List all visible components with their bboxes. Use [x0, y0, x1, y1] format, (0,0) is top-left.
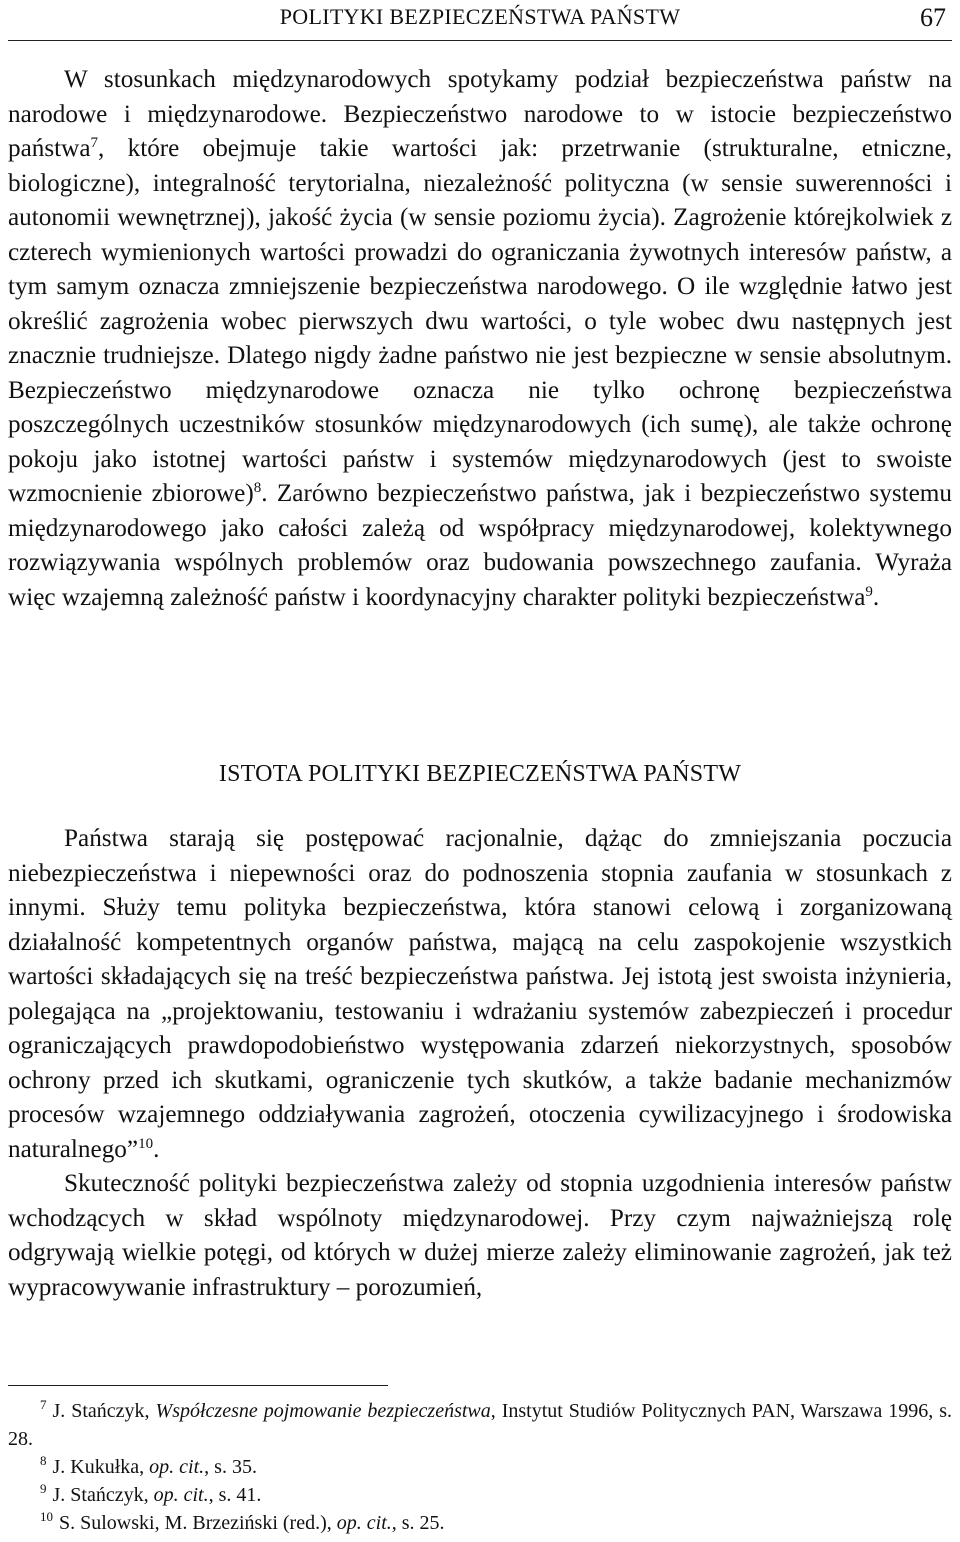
- footnote-ref-8: 8: [253, 480, 262, 496]
- footnote-title: op. cit.: [153, 1484, 209, 1506]
- footnote-10: [8, 1509, 952, 1537]
- footnote-details: , s. 41.: [208, 1484, 262, 1506]
- paragraph-text: .: [872, 583, 880, 611]
- paragraph-text: W stosunkach międzynarodowych spotykamy podział bezpieczeństwa państw na narodowe i międzynarodowe. Bezpieczeństwo narodowe to w istocie bezpieczeństwo państwa: [8, 66, 952, 162]
- section-heading: ISTOTA POLITYKI BEZPIECZEŃSTWA PAŃSTW: [218, 761, 742, 787]
- footnote-8: [8, 1453, 952, 1481]
- footnote-9: [8, 1481, 952, 1509]
- paragraph-policy-effectiveness: Skuteczność polityki bezpieczeństwa zależy od stopnia uzgodnienia interesów państw wchodzących w skład wspólnoty międzynarodowej. Przy czym najważniejszą rolę odgrywają wielkie potęgi, od których w dużej mierze zależy eliminowanie zagrożeń, jak też wypracowywanie infrastruktury – porozumień,: [8, 1170, 952, 1301]
- footnote-ref-10: 10: [138, 1135, 154, 1152]
- footnote-details: , s. 35.: [204, 1456, 257, 1478]
- text-block-1: [8, 63, 952, 615]
- footnote-number: 9: [40, 1481, 47, 1496]
- footnote-author: S. Sulowski, M. Brzeziński (red.),: [59, 1512, 337, 1534]
- footnote-title: op. cit.: [149, 1456, 205, 1478]
- footnote-separator: [8, 1385, 388, 1386]
- paragraph-security-policy: [8, 822, 952, 1167]
- text-block-2: [8, 822, 952, 1305]
- paragraph-text: .: [153, 1135, 160, 1163]
- paragraph-text: Państwa starają się postępować racjonalnie, dążąc do zmniejszania poczucia niebezpieczeństwa i niepewności oraz do podnoszenia stopnia zaufania w stosunkach z innymi. Służy temu polityka bezpieczeństwa, która stanowi celową i zorganizowaną działalność kompetentnych organów państwa, mającą na celu zaspokojenie wszystkich wartości składających się na treść bezpieczeństwa państwa. Jej istotą jest swoista inżynieria, polegająca na „projektowaniu, testowaniu i wdrażaniu systemów zabezpieczeń i procedur ograniczających prawdopodobieństwo występowania zdarzeń niekorzystnych, sposobów ochrony przed ich skutkami, ograniczenie tych skutków, a także badanie mechanizmów procesów wzajemnego oddziaływania zagrożeń, otoczenia cywilizacyjnego i środowiska naturalnego”: [8, 825, 952, 1163]
- page-number: 67: [920, 3, 946, 32]
- running-title: POLITYKI BEZPIECZEŃSTWA PAŃSTW: [279, 4, 681, 29]
- paragraph-text: . Zarówno bezpieczeństwo państwa, jak i bezpieczeństwo systemu międzynarodowego jako całości zależą od współpracy międzynarodowej, kolektywnego rozwiązywania wspólnych problemów oraz budowania powszechnego zaufania. Wyraża więc wzajemną zależność państw i koordynacyjny charakter polityki bezpieczeństwa: [8, 480, 952, 611]
- footnote-number: 10: [40, 1509, 53, 1524]
- footnote-title: op. cit.: [336, 1512, 392, 1534]
- footnote-ref-9: 9: [865, 583, 873, 600]
- footnotes: [8, 1397, 952, 1537]
- footnote-author: J. Stańczyk,: [52, 1484, 154, 1506]
- footnote-7: [8, 1397, 952, 1453]
- running-header: [8, 0, 952, 41]
- footnote-ref-7: 7: [90, 135, 99, 151]
- footnote-number: 7: [40, 1397, 47, 1412]
- footnote-title: Współczesne pojmowanie bezpieczeństwa: [155, 1400, 491, 1422]
- footnote-details: , Instytut Studiów Politycznych PAN, Warszawa 1996, s. 28.: [8, 1400, 953, 1450]
- footnote-details: , s. 25.: [391, 1512, 445, 1534]
- footnote-author: J. Stańczyk,: [52, 1400, 156, 1422]
- footnote-number: 8: [40, 1453, 47, 1468]
- footnote-author: J. Kukułka,: [52, 1456, 150, 1478]
- paragraph-security-types: [8, 63, 952, 615]
- paragraph-text: , które obejmuje takie wartości jak: przetrwanie (strukturalne, etniczne, biologiczne), integralność terytorialna, niezależność polityczna (w sensie suwerenności i autonomii wewnętrznej), jakość życia (w sensie poziomu życia). Zagrożenie którejkolwiek z czterech wymienionych wartości prowadzi do ograniczania żywotnych interesów państw, a tym samym oznacza zmniejszenie bezpieczeństwa narodowego. O ile względnie łatwo jest określić zagrożenia wobec pierwszych dwu wartości, o tyle wobec dwu następnych jest znacznie trudniejsze. Dlatego nigdy żadne państwo nie jest bezpieczne w sensie absolutnym. Bezpieczeństwo międzynarodowe oznacza nie tylko ochronę bezpieczeństwa poszczególnych uczestników stosunków międzynarodowych (ich sumę), ale także ochronę pokoju jako istotnej wartości państw i systemów międzynarodowych (jest to swoiste wzmocnienie zbiorowe): [8, 135, 952, 507]
